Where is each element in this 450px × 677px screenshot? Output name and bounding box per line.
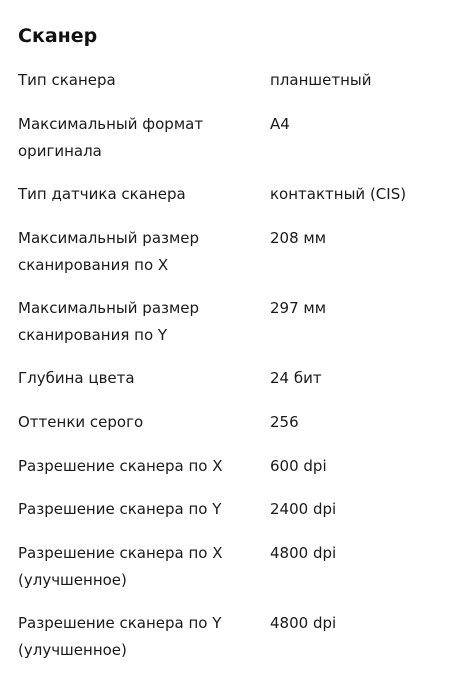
spec-label: Тип датчика сканера: [18, 185, 186, 203]
spec-value: 208 мм: [270, 229, 327, 247]
spec-label: Максимальный размер сканирования по Y: [18, 299, 200, 344]
spec-label: Разрешение сканера по X (улучшенное): [18, 544, 223, 589]
spec-value: A4: [270, 115, 290, 133]
section-title: Сканер: [18, 25, 98, 47]
spec-value: 256: [270, 413, 299, 431]
spec-value: 24 бит: [270, 369, 322, 387]
spec-label: Тип сканера: [18, 71, 116, 89]
spec-value: 2400 dpi: [270, 500, 337, 518]
spec-value: контактный (CIS): [270, 185, 407, 203]
spec-label: Разрешение сканера по Y (улучшенное): [18, 614, 222, 659]
spec-label: Глубина цвета: [18, 369, 135, 387]
spec-value: 4800 dpi: [270, 544, 337, 562]
spec-label: Оттенки серого: [18, 413, 144, 431]
spec-value: планшетный: [270, 71, 372, 89]
spec-label: Разрешение сканера по Y: [18, 500, 222, 518]
spec-label: Максимальный размер сканирования по X: [18, 229, 200, 274]
spec-value: 297 мм: [270, 299, 327, 317]
spec-label: Максимальный формат оригинала: [18, 115, 204, 160]
spec-label: Разрешение сканера по X: [18, 457, 223, 475]
spec-value: 600 dpi: [270, 457, 327, 475]
spec-value: 4800 dpi: [270, 614, 337, 632]
